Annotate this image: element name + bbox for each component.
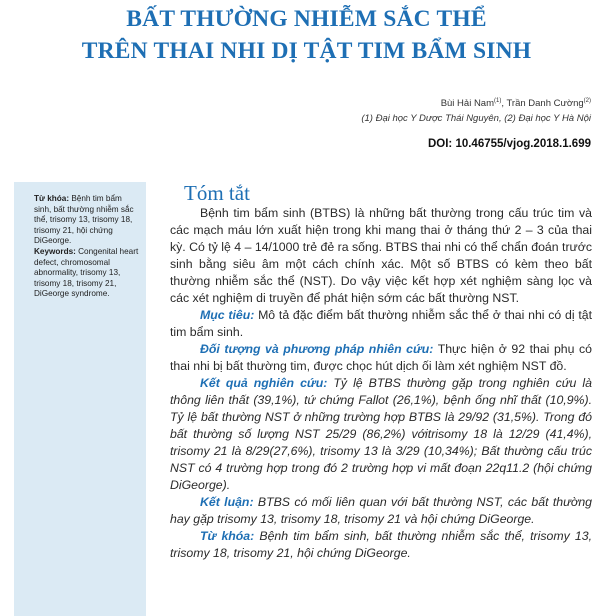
results-text: Tỷ lệ BTBS thường gặp trong nghiên cứu là thông liên thất (39,1%), tứ chứng Fallot (26,1%), bệnh ống nhĩ thất (10,9%). Tỷ lệ bất thường NST ở những trường hợp BTBS là 29/92 (31,5%). Trong đó bất thường số lượng NST 25/29 (86,2%) vớitrisomy 18 là 12/29 (41,4%), trisomy 21 là 8/29(27,6%), trisomy 13 là 3/29 (10,34%); Bất thường cấu trúc NST có 4 trường hợp trong đó 2 trường hợp vi mất đoạn 22q11.2 (hội chứng DiGeorge). (170, 376, 592, 492)
conclusion-label: Kết luận: (200, 495, 254, 509)
doi[interactable]: DOI: 10.46755/vjog.2018.1.699 (427, 138, 591, 150)
objective-label: Mục tiêu: (200, 308, 255, 322)
objective-text: Mô tả đặc điểm bất thường nhiễm sắc thể ở thai nhi có dị tật tim bẩm sinh. (170, 308, 593, 339)
abstract-keywords (170, 528, 592, 562)
affiliations: (1) Đại học Y Dược Thái Nguyên, (2) Đại học Y Hà Nội (361, 113, 591, 125)
author-2-sup: (2) (583, 98, 591, 104)
author-block (361, 94, 591, 126)
abstract-intro: Bệnh tim bẩm sinh (BTBS) là những bất thường trong cấu trúc tim và các mạch máu lớn xuất hiện trong khi mang thai ở tháng thứ 2 – 3 của thai kỳ. Có tỷ lệ 4 – 14/1000 trẻ đẻ ra sống. BTBS thai nhi có thể chẩn đoán trước sinh bằng siêu âm một cách chính xác. Một số BTBS có kèm theo bất thường nhiễm sắc thể (NST). Do vậy việc kết hợp xét nghiệm sàng lọc và các xét nghiệm di truyền để phát hiện sớm các bất thường NST. (170, 206, 592, 305)
conclusion-text: BTBS có mối liên quan với bất thường NST, các bất thường hay gặp trisomy 13, trisomy 18, trisomy 21 và hội chứng DiGeorge. (170, 495, 592, 526)
abstract-conclusion (170, 494, 592, 528)
sidebar-vi-label: Từ khóa: (34, 194, 70, 203)
abstract-heading: Tóm tắt (184, 181, 250, 205)
abstract-results (170, 375, 592, 494)
article-title-line-2: TRÊN THAI NHI DỊ TẬT TIM BẨM SINH (81, 38, 532, 64)
author-1: Bùi Hải Nam (440, 98, 495, 110)
keywords-text: Bệnh tim bẩm sinh, bất thường nhiễm sắc thể, trisomy 13, trisomy 18, trisomy 21, hội chứng DiGeorge. (170, 529, 592, 560)
sidebar-vi-text: Bệnh tim bẩm sinh, bất thường nhiễm sắc thể, trisomy 13, trisomy 18, trisomy 21, hội chứng DiGeorge. (34, 194, 134, 246)
author-2: Trần Danh Cường (506, 98, 584, 110)
sidebar-vi-keywords (34, 194, 140, 247)
abstract-methods (170, 341, 592, 375)
keywords-sidebar (14, 182, 146, 616)
results-label: Kết quả nghiên cứu: (200, 376, 328, 390)
author-1-sup: (1) (494, 98, 502, 104)
sidebar-en-keywords (34, 247, 140, 300)
abstract-objective (170, 307, 592, 341)
sidebar-en-label: Keywords: (34, 246, 76, 256)
keywords-label: Từ khóa: (200, 529, 255, 543)
author-names (361, 94, 591, 111)
sidebar-en-text: Congenital heart defect, chromosomal abnormality, trisomy 13, trisomy 18, trisomy 21, DiGeorge syndrome. (34, 246, 139, 299)
abstract-body (170, 205, 592, 562)
article-title-line-1: BẤT THƯỜNG NHIỄM SẮC THỂ (126, 6, 487, 32)
methods-label: Đối tượng và phương pháp nhiên cứu: (200, 342, 434, 356)
methods-text: Thực hiện ở 92 thai phụ có thai nhi bị bất thường tim, được chọc hút dịch ối làm xét nghiệm NST đồ. (170, 342, 593, 373)
author-separator: , (501, 98, 507, 110)
